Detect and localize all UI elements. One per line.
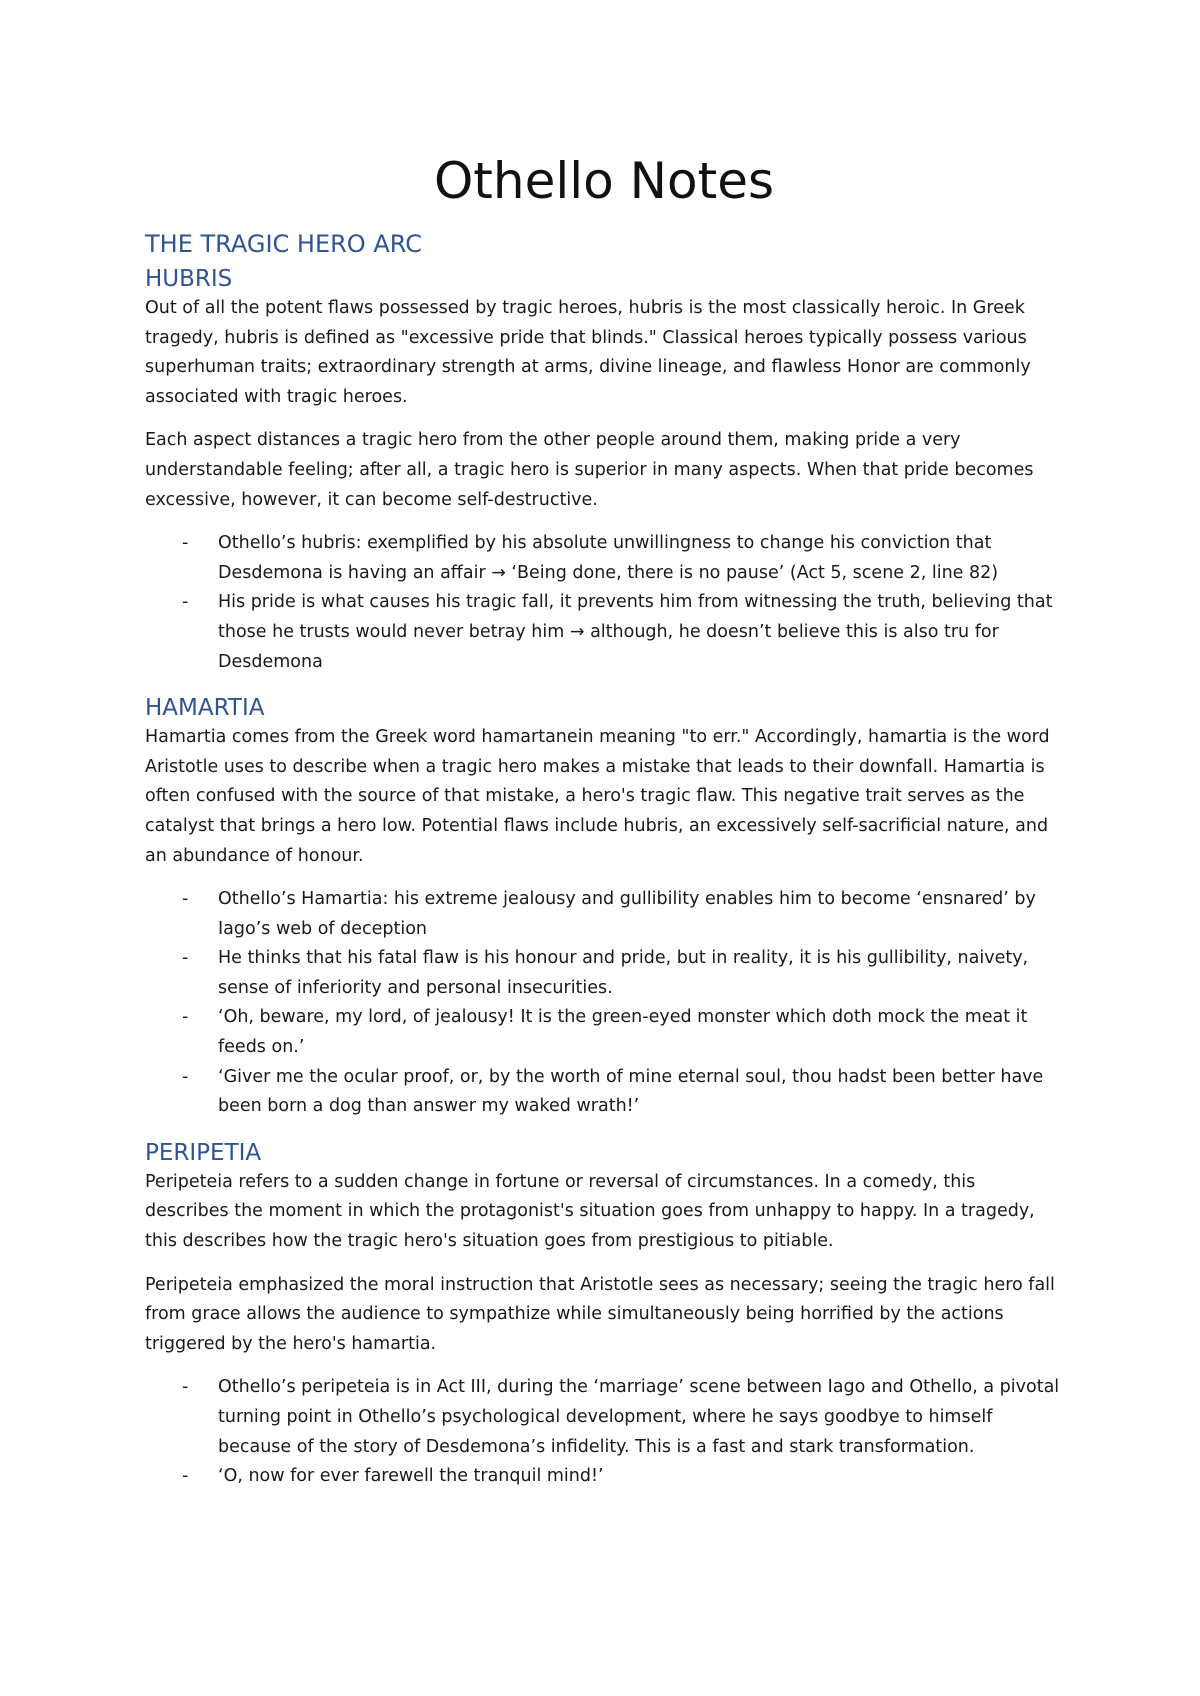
list-item bbox=[145, 1373, 1063, 1462]
heading-hamartia: HAMARTIA bbox=[145, 695, 265, 722]
list-item bbox=[145, 885, 1063, 944]
list-item-text: He thinks that his fatal flaw is his honour and pride, but in reality, it is his gullibility, naivety, sense of inferiority and personal insecurities. bbox=[218, 948, 1029, 998]
heading-peripetia: PERIPETIA bbox=[145, 1139, 262, 1166]
list-item-text: Othello’s peripeteia is in Act III, during the ‘marriage’ scene between Iago and Othello, a pivotal turning point in Othello’s psychological development, where he says goodbye to himself because of the story of Desdemona’s infidelity. This is a fast and stark transformation. bbox=[218, 1377, 1060, 1457]
bullet-marker: - bbox=[182, 1007, 189, 1028]
document-body bbox=[145, 0, 1063, 1504]
bullet-marker: - bbox=[182, 1066, 189, 1087]
peripetia-bullet-list bbox=[145, 1373, 1063, 1491]
hamartia-paragraph-1: Hamartia comes from the Greek word hamartanein meaning "to err." Accordingly, hamartia is the word Aristotle uses to describe when a tragic hero makes a mistake that leads to their downfall. Hamartia is often confused with the source of that mistake, a hero's tragic flaw. This negative trait serves as the catalyst that brings a hero low. Potential flaws include hubris, an excessively self-sacrificial nature, and an abundance of honour. bbox=[145, 727, 1050, 866]
list-item-text: ‘Oh, beware, my lord, of jealousy! It is the green-eyed monster which doth mock the meat it feeds on.’ bbox=[218, 1007, 1028, 1058]
list-item bbox=[145, 1063, 1063, 1122]
hubris-paragraph-1: Out of all the potent flaws possessed by tragic heroes, hubris is the most classically heroic. In Greek tragedy, hubris is defined as "excessive pride that blinds." Classical heroes typically possess various superhuman traits; extraordinary strength at arms, divine lineage, and flawless Honor are commonly associated with tragic heroes. bbox=[145, 298, 1031, 407]
hamartia-bullet-list bbox=[145, 885, 1063, 1122]
list-item-text: Othello’s hubris: exemplified by his absolute unwillingness to change his conviction that Desdemona is having an affair → ‘Being done, there is no pause’ (Act 5, scene 2, line 82) bbox=[218, 533, 999, 583]
hubris-bullet-list bbox=[145, 529, 1063, 677]
list-item-text: ‘Giver me the ocular proof, or, by the worth of mine eternal soul, thou hadst been better have been born a dog than answer my waked wrath!’ bbox=[218, 1066, 1044, 1117]
peripetia-paragraph-1: Peripeteia refers to a sudden change in fortune or reversal of circumstances. In a comedy, this describes the moment in which the protagonist's situation goes from unhappy to happy. In a tragedy, this describes how the tragic hero's situation goes from prestigious to pitiable. bbox=[145, 1171, 1035, 1252]
bullet-marker: - bbox=[182, 1377, 189, 1398]
list-item-text: ‘O, now for ever farewell the tranquil mind!’ bbox=[218, 1466, 604, 1487]
list-item bbox=[145, 529, 1063, 588]
bullet-marker: - bbox=[182, 592, 189, 613]
list-item bbox=[145, 588, 1063, 677]
heading-hubris: HUBRIS bbox=[145, 266, 233, 292]
bullet-marker: - bbox=[182, 889, 189, 910]
peripetia-paragraph-2: Peripeteia emphasized the moral instruction that Aristotle sees as necessary; seeing the tragic hero fall from grace allows the audience to sympathize while simultaneously being horrified by the actions triggered by the hero's hamartia. bbox=[145, 1274, 1055, 1354]
section-heading-tragic-hero-arc: THE TRAGIC HERO ARC bbox=[145, 230, 422, 258]
list-item bbox=[145, 944, 1063, 1003]
list-item bbox=[145, 1462, 1063, 1492]
list-item-text: Othello’s Hamartia: his extreme jealousy and gullibility enables him to become ‘ensnared’ by Iago’s web of deception bbox=[218, 889, 1036, 939]
hubris-paragraph-2: Each aspect distances a tragic hero from the other people around them, making pride a very understandable feeling; after all, a tragic hero is superior in many aspects. When that pride becomes excessive, however, it can become self-destructive. bbox=[145, 430, 1034, 510]
list-item bbox=[145, 1003, 1063, 1062]
bullet-marker: - bbox=[182, 1466, 189, 1487]
list-item-text: His pride is what causes his tragic fall, it prevents him from witnessing the truth, believing that those he trusts would never betray him → although, he doesn’t believe this is also tru for Desdemona bbox=[218, 592, 1053, 672]
bullet-marker: - bbox=[182, 948, 189, 969]
document-title: Othello Notes bbox=[433, 152, 775, 210]
bullet-marker: - bbox=[182, 533, 189, 554]
